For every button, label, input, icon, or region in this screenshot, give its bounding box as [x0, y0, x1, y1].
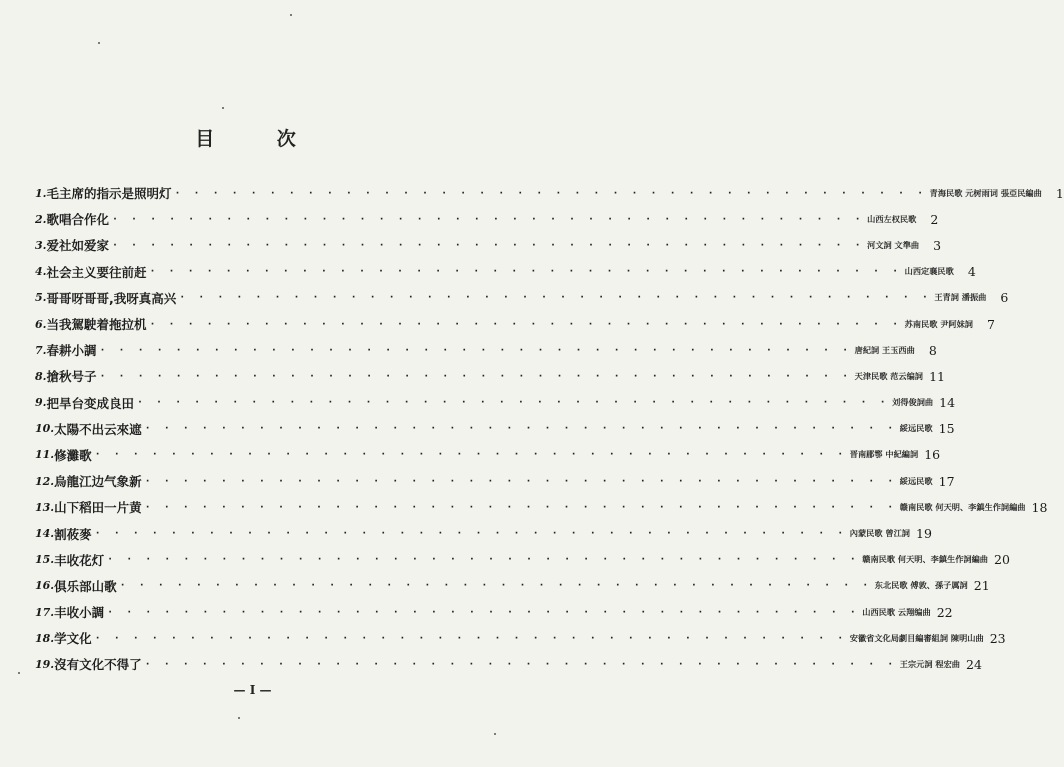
song-credit: 綏远民歌: [899, 475, 933, 486]
song-title: 毛主席的指示是照明灯: [46, 186, 172, 202]
toc-entry: [35, 547, 1010, 573]
entry-page-number: 7: [987, 316, 995, 332]
toc-entry: [35, 390, 956, 416]
song-title: 山下稻田一片黄: [54, 500, 142, 516]
entry-number: 2.: [35, 212, 47, 226]
toc-entry: [35, 494, 1048, 520]
dot-leader: · · · · · · · · · · · · · · · · · · · · · · · · · · · · · · · · · · · · · · · ·: [94, 449, 847, 461]
dot-leader: · · · · · · · · · · · · · · · · · · · · · · · · · · · · · · · · · · · · · · · ·: [107, 554, 860, 566]
entry-page-number: 1: [1055, 185, 1064, 201]
table-of-contents: [35, 180, 1064, 678]
paper-speck: [18, 672, 20, 674]
dot-leader: · · · · · · · · · · · · · · · · · · · · · · · · · · · · · · · · · · · · · · · ·: [174, 187, 927, 199]
dot-leader: · · · · · · · · · · · · · · · · · · · · · · · · · · · · · · · · · · · · · · · ·: [99, 370, 852, 382]
song-credit: 綏远民歌: [899, 423, 933, 434]
song-title: 把旱台变成良田: [46, 395, 134, 411]
entry-number: 11.: [35, 448, 55, 462]
dot-leader: · · · · · · · · · · · · · · · · · · · · · · · · · · · · · · · · · · · · · · · ·: [179, 292, 932, 304]
song-credit: 王青詞 潘振曲: [934, 292, 987, 303]
toc-entry: [35, 599, 953, 625]
song-title: 搶秋号子: [46, 369, 97, 385]
toc-entry: [35, 416, 955, 442]
song-title: 爱社如爱家: [46, 238, 109, 254]
toc-entry: [35, 442, 941, 468]
entry-page-number: 23: [989, 630, 1006, 646]
song-title: 春耕小調: [46, 343, 97, 359]
song-title: 沒有文化不得了: [54, 657, 142, 673]
entry-number: 9.: [35, 396, 47, 410]
entry-number: 4.: [35, 265, 47, 279]
entry-number: 14.: [35, 527, 55, 541]
entry-page-number: 22: [936, 604, 953, 620]
dot-leader: · · · · · · · · · · · · · · · · · · · · · · · · · · · · · · · · · · · · · · · ·: [144, 423, 897, 435]
song-title: 当我駕駛着拖拉机: [46, 317, 147, 333]
song-credit: 东北民歌 傅敦、孫子厲詞: [874, 580, 968, 591]
song-title: 社会主义要往前赶: [46, 264, 147, 280]
entry-page-number: 24: [966, 656, 982, 672]
entry-page-number: 11: [929, 368, 945, 384]
entry-page-number: 15: [938, 421, 955, 437]
song-credit: 晋南郿鄠 中紀編詞: [849, 449, 919, 460]
toc-entry: [35, 206, 939, 232]
entry-page-number: 21: [973, 578, 990, 594]
page-footer-number: — I —: [233, 683, 272, 697]
entry-number: 3.: [35, 238, 47, 252]
entry-page-number: 18: [1031, 499, 1048, 515]
song-credit: 青海民歌 元树雨词 張亞民編曲: [929, 187, 1042, 198]
song-title: 丰收小調: [54, 605, 105, 621]
song-credit: 山西定襄民歌: [904, 266, 954, 277]
entry-number: 6.: [35, 317, 47, 331]
dot-leader: · · · · · · · · · · · · · · · · · · · · · · · · · · · · · · · · · · · · · · · ·: [99, 344, 852, 356]
entry-number: 18.: [35, 631, 55, 645]
song-credit: 天津民歌 范云编詞: [854, 370, 923, 381]
entry-page-number: 2: [930, 211, 939, 227]
song-credit: 赣南民歌 何天明、李鎮生作詞編曲: [862, 554, 988, 565]
toc-entry: [35, 468, 955, 494]
paper-speck: [98, 42, 100, 44]
song-credit: 刘得俊詞曲: [892, 397, 934, 408]
entry-number: 16.: [35, 579, 55, 593]
entry-page-number: 14: [939, 395, 956, 411]
paper-speck: [494, 733, 496, 735]
song-credit: 河文詞 文準曲: [867, 239, 920, 250]
toc-entry: [35, 520, 932, 546]
entry-page-number: 16: [924, 447, 941, 463]
toc-entry: [35, 180, 1064, 206]
paper-speck: [290, 14, 292, 16]
toc-entry: [35, 285, 1009, 311]
song-title: 修灘歌: [54, 447, 92, 463]
song-title: 哥哥呀哥哥,我呀真高兴: [46, 290, 177, 306]
page-title: 目 次: [195, 128, 324, 150]
song-credit: 唐紀詞 王玉西曲: [854, 344, 915, 355]
song-title: 俱乐部山歌: [54, 578, 117, 594]
song-credit: 內蒙民歌 曾江詞: [849, 528, 910, 539]
entry-page-number: 4: [967, 264, 976, 280]
entry-page-number: 19: [916, 526, 932, 542]
song-title: 烏龍江边气象新: [54, 474, 142, 490]
entry-number: 13.: [35, 500, 55, 514]
paper-speck: [238, 717, 240, 719]
song-credit: 山西左权民歌: [867, 213, 917, 224]
dot-leader: · · · · · · · · · · · · · · · · · · · · · · · · · · · · · · · · · · · · · · · ·: [107, 606, 860, 618]
entry-page-number: 6: [1000, 290, 1009, 306]
entry-page-number: 8: [928, 342, 937, 358]
dot-leader: · · · · · · · · · · · · · · · · · · · · · · · · · · · · · · · · · · · · · · · ·: [94, 632, 847, 644]
song-credit: 安徽省文化局劇目編審組詞 陳明山曲: [849, 632, 984, 643]
entry-number: 17.: [35, 605, 55, 619]
song-credit: 赣南民歌 何天明、李鎮生作詞編曲: [899, 501, 1026, 512]
entry-number: 7.: [35, 343, 47, 357]
song-title: 丰收花灯: [54, 552, 105, 568]
toc-entry: [35, 573, 990, 599]
entry-page-number: 17: [938, 473, 955, 489]
paper-speck: [222, 107, 224, 109]
song-title: 歌唱合作化: [46, 212, 109, 228]
toc-entry: [35, 259, 976, 285]
song-title: 割莜麥: [54, 526, 92, 542]
dot-leader: · · · · · · · · · · · · · · · · · · · · · · · · · · · · · · · · · · · · · · · ·: [144, 475, 897, 487]
entry-number: 12.: [35, 474, 55, 488]
entry-number: 8.: [35, 369, 47, 383]
dot-leader: · · · · · · · · · · · · · · · · · · · · · · · · · · · · · · · · · · · · · · · ·: [112, 213, 865, 225]
entry-number: 5.: [35, 291, 47, 305]
toc-entry: [35, 651, 982, 677]
entry-number: 1.: [35, 186, 47, 200]
song-credit: 苏南民歌 尹阿妹詞: [904, 318, 973, 329]
song-credit: 王宗元詞 程宏曲: [899, 658, 960, 669]
toc-entry: [35, 625, 1006, 651]
toc-entry: [35, 232, 942, 258]
entry-page-number: 20: [994, 552, 1010, 568]
dot-leader: · · · · · · · · · · · · · · · · · · · · · · · · · · · · · · · · · · · · · · · ·: [149, 266, 902, 278]
dot-leader: · · · · · · · · · · · · · · · · · · · · · · · · · · · · · · · · · · · · · · · ·: [144, 658, 897, 670]
song-title: 太陽不出云來遮: [54, 421, 142, 437]
dot-leader: · · · · · · · · · · · · · · · · · · · · · · · · · · · · · · · · · · · · · · · ·: [144, 501, 897, 513]
toc-entry: [35, 311, 995, 337]
entry-page-number: 3: [933, 237, 942, 253]
dot-leader: · · · · · · · · · · · · · · · · · · · · · · · · · · · · · · · · · · · · · · · ·: [137, 397, 890, 409]
entry-number: 19.: [35, 657, 55, 671]
song-title: 学文化: [54, 631, 92, 647]
toc-entry: [35, 337, 937, 363]
toc-entry: [35, 363, 945, 389]
dot-leader: · · · · · · · · · · · · · · · · · · · · · · · · · · · · · · · · · · · · · · · ·: [94, 528, 847, 540]
dot-leader: · · · · · · · · · · · · · · · · · · · · · · · · · · · · · · · · · · · · · · · ·: [119, 580, 872, 592]
entry-number: 15.: [35, 553, 55, 567]
entry-number: 10.: [35, 422, 55, 436]
song-credit: 山西民歌 云翔编曲: [862, 606, 931, 617]
dot-leader: · · · · · · · · · · · · · · · · · · · · · · · · · · · · · · · · · · · · · · · ·: [149, 318, 902, 330]
dot-leader: · · · · · · · · · · · · · · · · · · · · · · · · · · · · · · · · · · · · · · · ·: [112, 239, 865, 251]
